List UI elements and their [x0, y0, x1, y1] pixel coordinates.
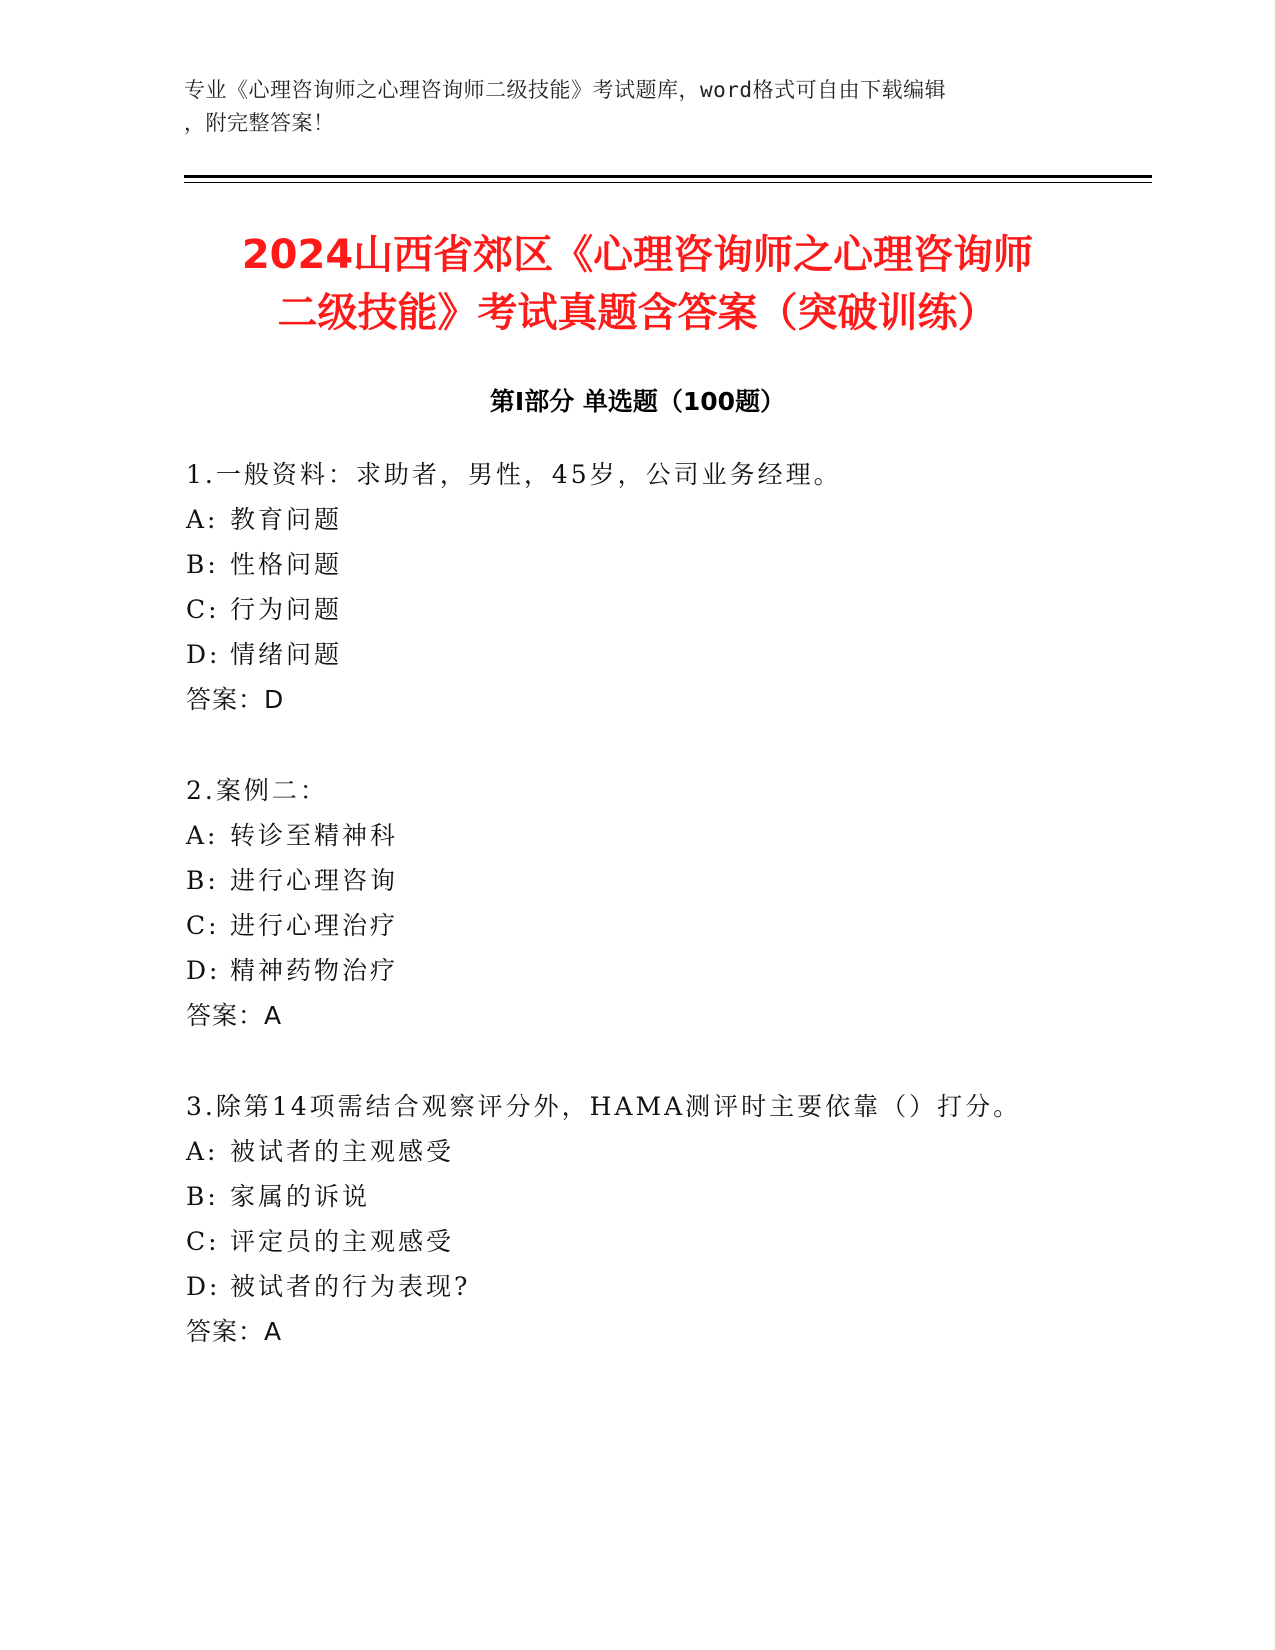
- option-text: 进行心理咨询: [230, 866, 399, 895]
- option-letter: A:: [186, 505, 219, 534]
- question-option-c: [186, 1219, 1146, 1264]
- question-option-c: [186, 587, 1146, 632]
- option-text: 性格问题: [230, 550, 343, 579]
- option-letter: D:: [186, 1272, 221, 1301]
- option-text: 转诊至精神科: [230, 821, 399, 850]
- option-text: 进行心理治疗: [230, 911, 399, 940]
- option-letter: A:: [186, 821, 219, 850]
- option-text: 被试者的主观感受: [230, 1137, 455, 1166]
- question-answer: 答案：D: [186, 685, 285, 714]
- option-text: 教育问题: [230, 505, 343, 534]
- option-letter: C:: [186, 595, 220, 624]
- question-answer: 答案：A: [186, 1317, 283, 1346]
- question-stem: 2.案例二：: [186, 776, 328, 805]
- header-divider-thick: [184, 175, 1152, 178]
- header-note-line-2: ，附完整答案！: [184, 111, 335, 135]
- question-stem: 1.一般资料：求助者，男性，45岁，公司业务经理。: [186, 460, 842, 489]
- question-option-b: [186, 1174, 1146, 1219]
- question-option-a: [186, 497, 1146, 542]
- option-letter: C:: [186, 911, 220, 940]
- question-option-a: [186, 1129, 1146, 1174]
- question-option-d: [186, 948, 1146, 993]
- question-2: [186, 768, 1146, 1038]
- header-note-line-1: 专业《心理咨询师之心理咨询师二级技能》考试题库，word格式可自由下载编辑: [184, 78, 947, 102]
- option-text: 行为问题: [230, 595, 343, 624]
- question-option-d: [186, 1264, 1146, 1309]
- question-option-b: [186, 858, 1146, 903]
- section-title: 第Ⅰ部分 单选题（100题）: [489, 387, 786, 416]
- header-note: [184, 74, 1064, 140]
- question-option-a: [186, 813, 1146, 858]
- question-stem: 3.除第14项需结合观察评分外，HAMA测评时主要依靠（）打分。: [186, 1092, 1022, 1121]
- option-text: 精神药物治疗: [230, 956, 399, 985]
- question-answer: 答案：A: [186, 1001, 283, 1030]
- option-letter: B:: [186, 866, 219, 895]
- option-letter: D:: [186, 640, 221, 669]
- option-letter: B:: [186, 1182, 219, 1211]
- document-title-line-2: 二级技能》考试真题含答案（突破训练）: [277, 290, 998, 336]
- question-option-c: [186, 903, 1146, 948]
- option-text: 情绪问题: [230, 640, 343, 669]
- option-text: 评定员的主观感受: [230, 1227, 455, 1256]
- option-text: 家属的诉说: [230, 1182, 371, 1211]
- option-letter: A:: [186, 1137, 219, 1166]
- document-title: [130, 226, 1145, 342]
- question-3: [186, 1084, 1146, 1354]
- option-letter: C:: [186, 1227, 220, 1256]
- option-text: 被试者的行为表现?: [230, 1272, 471, 1301]
- option-letter: B:: [186, 550, 219, 579]
- question-option-d: [186, 632, 1146, 677]
- option-letter: D:: [186, 956, 221, 985]
- document-title-line-1: 2024山西省郊区《心理咨询师之心理咨询师: [241, 232, 1034, 278]
- question-1: [186, 452, 1146, 722]
- header-divider-thin: [184, 182, 1152, 183]
- question-option-b: [186, 542, 1146, 587]
